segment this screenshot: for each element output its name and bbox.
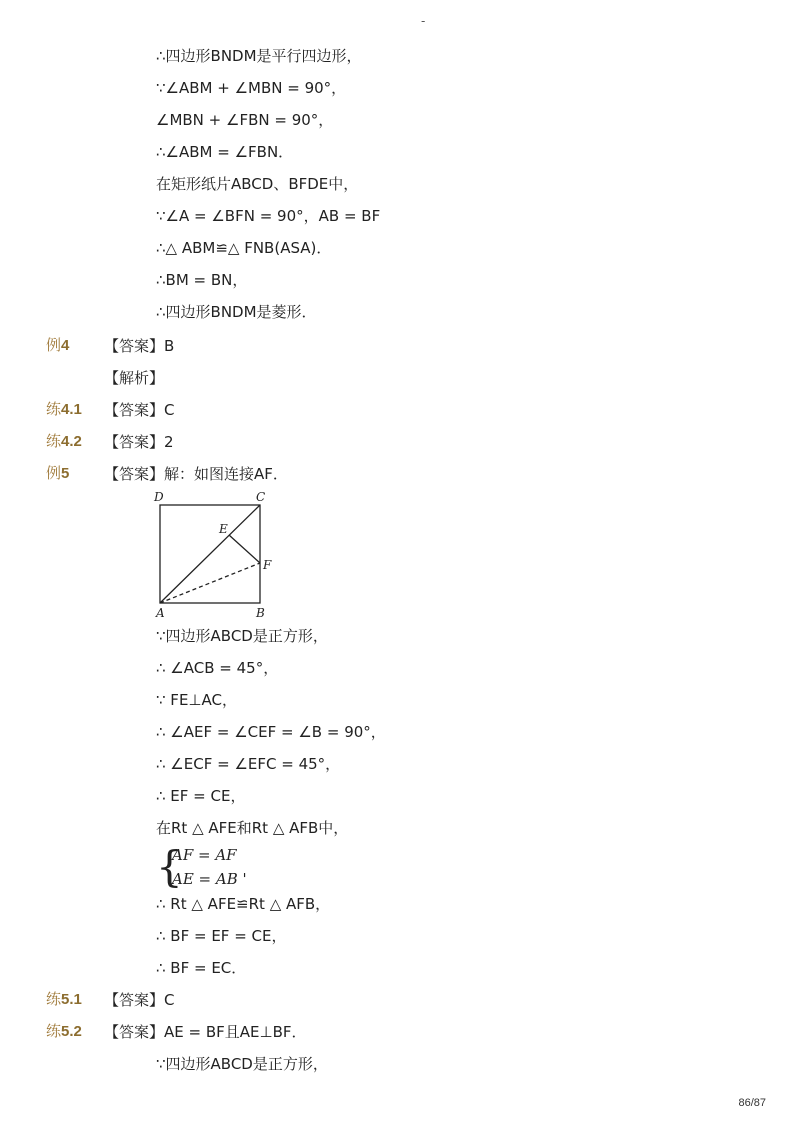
proof-line: ∵四边形ABCD是正方形， bbox=[156, 627, 328, 645]
proof-line: ∴ BF = EC． bbox=[156, 959, 247, 977]
proof-line: ∴ ∠ECF = ∠EFC = 45°， bbox=[156, 755, 341, 773]
proof-line: ∴ BF = EF = CE， bbox=[156, 927, 287, 945]
answer-text: 【答案】2 bbox=[104, 433, 174, 451]
square-figure bbox=[150, 487, 280, 622]
example-label: 例4 bbox=[46, 337, 70, 354]
answer-text: 【答案】C bbox=[104, 991, 175, 1009]
answer-text: 【答案】AE = BF且AE⊥BF． bbox=[104, 1023, 307, 1041]
example-label: 例5 bbox=[46, 465, 70, 482]
exercise-label: 练4.2 bbox=[46, 433, 82, 450]
label-e: E bbox=[219, 522, 228, 536]
answer-text: 【答案】解：如图连接AF． bbox=[104, 465, 288, 483]
label-c: C bbox=[256, 490, 266, 504]
header-dash: - bbox=[421, 14, 426, 28]
proof-line: ∵∠A = ∠BFN = 90°，AB = BF bbox=[156, 207, 381, 225]
exercise-label: 练4.1 bbox=[46, 401, 82, 418]
answer-text: 【答案】C bbox=[104, 401, 175, 419]
proof-line: ∴四边形BNDM是菱形． bbox=[156, 303, 317, 321]
dashed-af bbox=[160, 563, 260, 603]
analysis-label: 【解析】 bbox=[104, 369, 165, 387]
proof-line: ∵四边形ABCD是正方形， bbox=[156, 1055, 328, 1073]
diagonal-ac bbox=[160, 505, 260, 603]
label-f: F bbox=[263, 558, 272, 572]
proof-line: ∵ FE⊥AC， bbox=[156, 691, 237, 709]
segment-ef bbox=[229, 535, 260, 563]
proof-line: ∴△ ABM≌△ FNB(ASA)． bbox=[156, 239, 332, 257]
proof-line: ∵∠ABM + ∠MBN = 90°， bbox=[156, 79, 347, 97]
proof-line: ∴ ∠ACB = 45°， bbox=[156, 659, 279, 677]
proof-line: ∠MBN + ∠FBN = 90°， bbox=[156, 111, 334, 129]
proof-line: ∴∠ABM = ∠FBN． bbox=[156, 143, 294, 161]
proof-line: ∴ ∠AEF = ∠CEF = ∠B = 90°， bbox=[156, 723, 386, 741]
label-d: D bbox=[154, 490, 164, 504]
page-number: 86/87 bbox=[738, 1097, 766, 1109]
proof-line: ∴ Rt △ AFE≌Rt △ AFB， bbox=[156, 895, 331, 913]
exercise-label: 练5.1 bbox=[46, 991, 82, 1008]
label-b: B bbox=[256, 606, 265, 620]
proof-line: ∴BM = BN， bbox=[156, 271, 248, 289]
proof-line: 在Rt △ AFE和Rt △ AFB中， bbox=[156, 819, 349, 837]
label-a: A bbox=[156, 606, 165, 620]
left-brace: { bbox=[156, 842, 183, 891]
proof-line: ∴四边形BNDM是平行四边形， bbox=[156, 47, 362, 65]
brace-line-1: AF = AF bbox=[172, 846, 237, 864]
proof-line: 在矩形纸片ABCD、BFDE中， bbox=[156, 175, 359, 193]
proof-line: ∴ EF = CE， bbox=[156, 787, 246, 805]
exercise-label: 练5.2 bbox=[46, 1023, 82, 1040]
answer-text: 【答案】B bbox=[104, 337, 175, 355]
brace-line-2: AE = AB ' bbox=[172, 870, 247, 888]
